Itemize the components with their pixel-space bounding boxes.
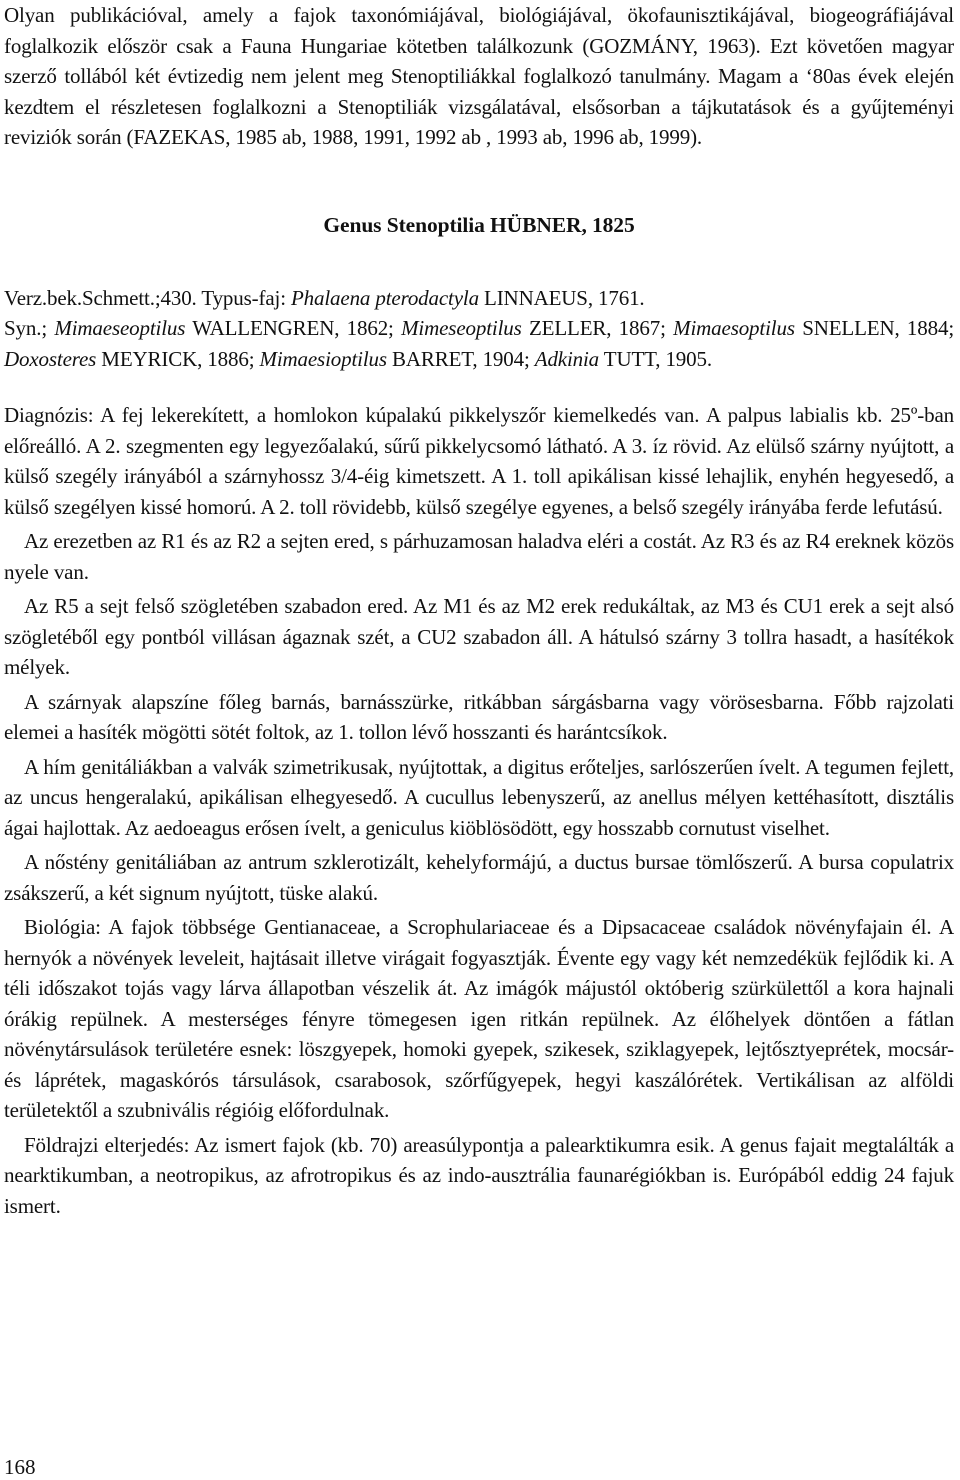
male-genitalia-paragraph: A hím genitáliákban a valvák szimetrikusak, nyújtottak, a digitus erőteljes, sarlószerűen ívelt. A tegumen fejlett, az uncus hengeralakú, apikálisan elhegyesedő. A cucullus lebenyszerű, az anellus mélyen kettéhasított, disztális ágai hajlottak. Az aedoeagus erősen ívelt, a geniculus kiöblösödött, egy hosszabb cornutust viselhet. bbox=[4, 754, 954, 840]
coloration-paragraph: A szárnyak alapszíne főleg barnás, barnásszürke, ritkábban sárgásbarna vagy vörösesbarna. Főbb rajzolati elemei a hasíték mögötti sötét foltok, az 1. tollon lévő hosszanti és harántcsíkok. bbox=[4, 689, 954, 744]
syn-label: Syn.; bbox=[4, 316, 55, 340]
synonym-author: TUTT, 1905. bbox=[599, 346, 712, 371]
synonym-author: WALLENGREN, 1862; bbox=[185, 316, 402, 340]
verz-reference: Verz.bek.Schmett.;430. Typus-faj: bbox=[4, 285, 291, 310]
biology-paragraph: Biológia: A fajok többsége Gentianaceae, a Scrophulariaceae és a Dipsacaceae családok növényfajain él. A hernyók a növények leveleit, hajtásait illetve virágait fogyasztják. Évente egy vagy két nemzedékük fejlődik ki. A téli időszakot tojás vagy lárva állapotban vészelik át. Az imágók májustól októberig szürkülettől a kora hajnali órákig repülnek. A mesterséges fényre tömegesen igen ritkán repülnek. Az élőhelyek döntően a fátlan növénytársulások területére esnek: löszgyepek, homoki gyepek, szikesek, sziklagyepek, lejtősztyeprétek, mocsár- és láprétek, magaskórós társulások, csarabosok, szőrfűgyepek, hegyi kaszálórétek. Vertikálisan az alföldi területektől a szubnivális régióig előfordulnak. bbox=[4, 915, 954, 1122]
synonym-name: Mimaeseoptilus bbox=[54, 316, 186, 340]
page-body bbox=[4, 0, 954, 1221]
intro-paragraph: Olyan publikációval, amely a fajok taxonómiájával, biológiájával, ökofaunisztikájával, biogeográfiájával foglalkozik először csak a Fauna Hungariae kötetben találkozunk (GOZMÁNY, 1963). Ezt követően magyar szerző tollából két évtizedig nem jelent meg Stenoptiliákkal foglalkozó tanulmány. Magam a ‘80as évek elején kezdtem el részletesen foglalkozni a Stenoptiliák vizsgálatával, elsősorban a tájkutatások és a gyűjteményi reviziók során (FAZEKAS, 1985 ab, 1988, 1991, 1992 ab , 1993 ab, 1996 ab, 1999). bbox=[4, 3, 954, 149]
synonym-name: Mimaesioptilus bbox=[259, 346, 387, 371]
synonym-name: Adkinia bbox=[534, 346, 600, 371]
synonym-name: Mimaesoptilus bbox=[673, 316, 795, 340]
type-species-name: Phalaena pterodactyla bbox=[290, 285, 479, 310]
synonym-name: Mimeseoptilus bbox=[401, 316, 522, 340]
distribution-paragraph: Földrajzi elterjedés: Az ismert fajok (kb. 70) areasúlypontja a palearktikumra esik. A genus fajait megtalálták a nearktikumban, a neotropikus, az afrotropikus és az indo-ausztrália faunarégiókban is. Európából eddig 24 fajuk ismert. bbox=[4, 1132, 954, 1218]
synonym-name: Doxosteres bbox=[4, 346, 97, 371]
synonym-author: BARRET, 1904; bbox=[386, 346, 535, 371]
synonym-author: MEYRICK, 1886; bbox=[96, 346, 260, 371]
verz-line bbox=[4, 283, 954, 314]
venation-paragraph-2: Az R5 a sejt felső szögletében szabadon ered. Az M1 és az M2 erek redukáltak, az M3 és CU1 erek a sejt alsó szögletéből egy pontból villásan ágaznak szét, a CU2 szabadon áll. A hátulsó szárny 3 tollra hasadt, a hasítékok mélyek. bbox=[4, 594, 954, 679]
synonym-author: ZELLER, 1867; bbox=[521, 316, 674, 340]
genus-heading: Genus Stenoptilia HÜBNER, 1825 bbox=[323, 212, 635, 237]
synonyms-paragraph bbox=[4, 313, 954, 374]
venation-paragraph: Az erezetben az R1 és az R2 a sejten ered, s párhuzamosan haladva eléri a costát. Az R3 és az R4 ereknek közös nyele van. bbox=[4, 529, 954, 584]
diagnosis-paragraph: Diagnózis: A fej lekerekített, a homlokon kúpalakú pikkelyszőr kiemelkedés van. A palpus labialis kb. 25º-ban előreálló. A 2. szegmenten egy legyezőalakú, sűrű pikkelycsomó látható. A 3. íz rövid. Az elülső szárny nyújtott, a külső szegély irányából a szárnyhossz 3/4-éig kimetszett. A 1. toll apikálisan kissé lehajlik, enyhén hegyesedő, a külső szegélyen kissé homorú. A 2. toll rövidebb, külső szegélye egyenes, a belső szegély irányába ferde lefutású. bbox=[4, 403, 954, 519]
synonym-author: SNELLEN, 1884; bbox=[794, 316, 954, 340]
female-genitalia-paragraph: A nőstény genitáliában az antrum szklerotizált, kehelyformájú, a ductus bursae tömlőszerű. A bursa copulatrix zsákszerű, a két signum nyújtott, tüske alakú. bbox=[4, 850, 954, 905]
type-species-author: LINNAEUS, 1761. bbox=[478, 285, 645, 310]
page-number: 168 bbox=[4, 1455, 36, 1479]
